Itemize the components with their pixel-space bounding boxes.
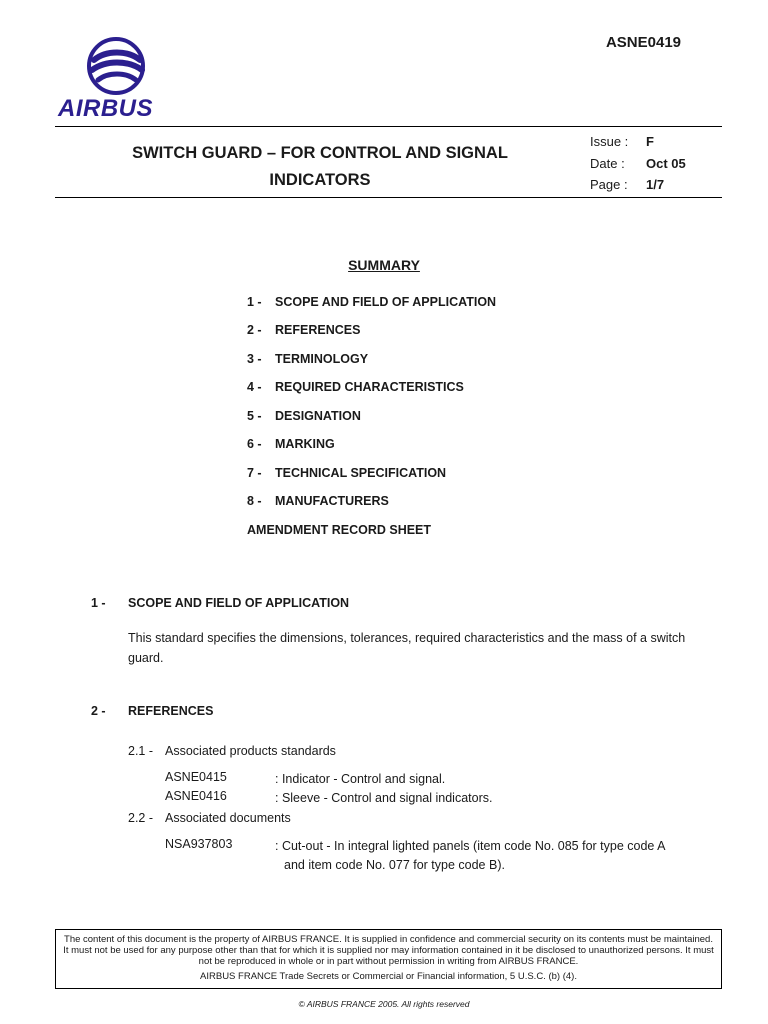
subsection-number: 2.1 - bbox=[128, 744, 154, 758]
section-number: 2 - bbox=[91, 704, 106, 718]
reference-description: : Cut-out - In integral lighted panels (item code No. 085 for type code A bbox=[275, 839, 666, 853]
trade-secrets-text: AIRBUS FRANCE Trade Secrets or Commercial or Financial information, 5 U.S.C. (b) (4). bbox=[200, 971, 577, 982]
toc-number: 5 - bbox=[247, 409, 262, 423]
reference-description: : Sleeve - Control and signal indicators. bbox=[275, 791, 493, 805]
document-title-line1: SWITCH GUARD – FOR CONTROL AND SIGNAL bbox=[132, 144, 508, 162]
toc-number: 7 - bbox=[247, 466, 262, 480]
toc-item: REFERENCES bbox=[275, 323, 361, 337]
toc-number: 2 - bbox=[247, 323, 262, 337]
toc-item: SCOPE AND FIELD OF APPLICATION bbox=[275, 295, 497, 309]
toc-number: 1 - bbox=[247, 295, 262, 309]
toc-item: TERMINOLOGY bbox=[275, 352, 369, 366]
issue-value: F bbox=[646, 134, 654, 149]
reference-description: : Indicator - Control and signal. bbox=[275, 772, 446, 786]
header-rule-bottom bbox=[55, 197, 722, 198]
page-label: Page : bbox=[590, 177, 628, 192]
toc-number: 3 - bbox=[247, 352, 262, 366]
reference-code: NSA937803 bbox=[165, 837, 233, 851]
summary-heading: SUMMARY bbox=[348, 257, 420, 273]
document-title-line2: INDICATORS bbox=[269, 171, 371, 189]
toc-item: REQUIRED CHARACTERISTICS bbox=[275, 380, 464, 394]
reference-code: ASNE0416 bbox=[165, 789, 227, 803]
toc-number: 6 - bbox=[247, 437, 262, 451]
logo-wordmark: AIRBUS bbox=[58, 95, 154, 122]
page-value: 1/7 bbox=[646, 177, 665, 192]
date-label: Date : bbox=[590, 156, 625, 171]
subsection-title: Associated products standards bbox=[165, 744, 336, 758]
toc-number: 4 - bbox=[247, 380, 262, 394]
toc-number: 8 - bbox=[247, 494, 262, 508]
subsection-title: Associated documents bbox=[165, 811, 291, 825]
toc-item: TECHNICAL SPECIFICATION bbox=[275, 466, 447, 480]
reference-code: ASNE0415 bbox=[165, 770, 227, 784]
header-rule-top bbox=[55, 126, 722, 127]
document-code: ASNE0419 bbox=[605, 34, 681, 51]
copyright-text: © AIRBUS FRANCE 2005. All rights reserved bbox=[298, 999, 470, 1009]
date-value: Oct 05 bbox=[646, 156, 686, 171]
issue-label: Issue : bbox=[590, 134, 629, 149]
notice-text: The content of this document is the property of AIRBUS FRANCE. It is supplied in confidence and commercial security on its contents must be maintained. It must not be used for any purpose other than that for which it is supplied nor may information contained in it be disclosed to unauthorized persons. It must not be reproduced in whole or in part without permission in writing from AIRBUS FRANCE. bbox=[63, 934, 714, 967]
section-title: SCOPE AND FIELD OF APPLICATION bbox=[128, 596, 350, 610]
subsection-number: 2.2 - bbox=[128, 811, 154, 825]
section-body: This standard specifies the dimensions, tolerances, required characteristics and the mass of a switch guard. bbox=[128, 631, 686, 665]
toc-item: MANUFACTURERS bbox=[275, 494, 389, 508]
confidentiality-notice bbox=[55, 929, 722, 989]
reference-description-continued: and item code No. 077 for type code B). bbox=[284, 858, 505, 872]
toc-item: DESIGNATION bbox=[275, 409, 361, 423]
section-number: 1 - bbox=[91, 596, 106, 610]
section-title: REFERENCES bbox=[128, 704, 214, 718]
toc-amendment: AMENDMENT RECORD SHEET bbox=[247, 523, 432, 537]
toc-item: MARKING bbox=[275, 437, 335, 451]
